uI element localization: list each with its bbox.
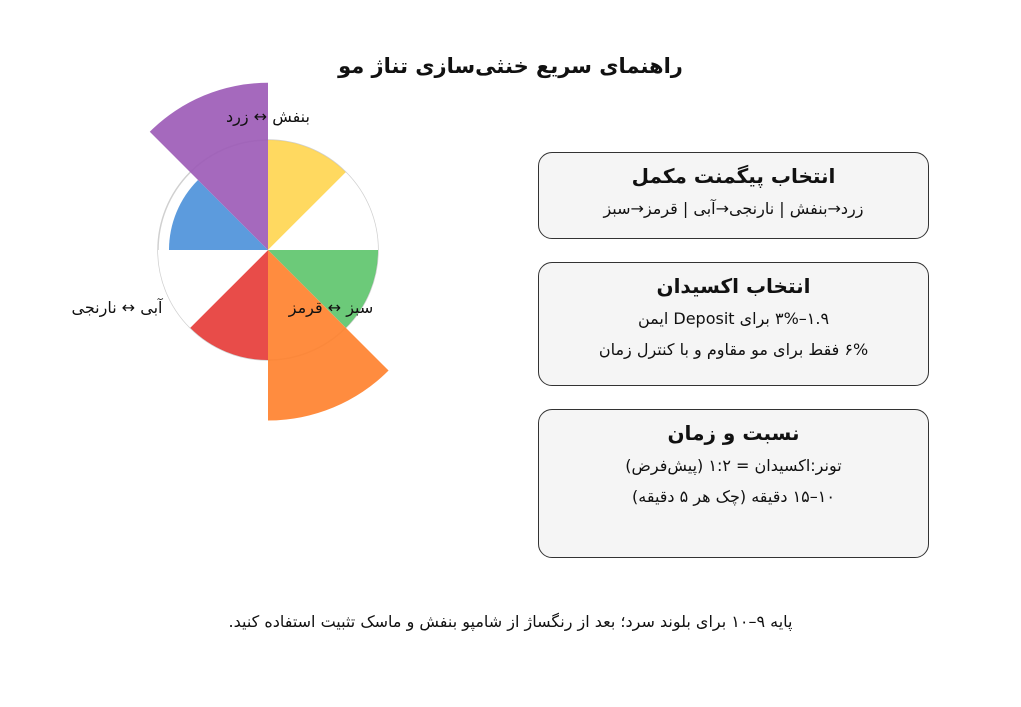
color-wheel xyxy=(0,0,520,480)
label-green-red: سبز ↔ قرمز xyxy=(288,298,374,317)
page-title: راهنمای سریع خنثی‌سازی تناژ مو xyxy=(338,54,683,78)
card-complementary-pigment xyxy=(538,152,929,239)
card-title: انتخاب پیگمنت مکمل xyxy=(631,164,836,188)
card-line: ۱۰–۱۵ دقیقه (چک هر ۵ دقیقه) xyxy=(632,487,835,506)
label-violet-yellow: بنفش ↔ زرد xyxy=(226,107,310,126)
wheel-sectors xyxy=(150,83,389,421)
card-ratio-time xyxy=(538,409,929,558)
card-title: نسبت و زمان xyxy=(667,421,800,445)
card-title: انتخاب اکسیدان xyxy=(656,274,811,298)
label-blue-orange: آبی ↔ نارنجی xyxy=(71,298,163,317)
card-line: زرد→بنفش | نارنجی→آبی | قرمز→سبز xyxy=(603,199,864,218)
card-developer xyxy=(538,262,929,386)
footer-note: پایه ۹–۱۰ برای بلوند سرد؛ بعد از رنگساژ از شامپو بنفش و ماسک تثبیت استفاده کنید. xyxy=(228,612,793,631)
card-line: ۶% فقط برای مو مقاوم و با کنترل زمان xyxy=(598,340,869,359)
card-line: تونر:اکسیدان = ۱:۲ (پیش‌فرض) xyxy=(625,456,842,475)
card-line: ۱.۹–۳% برای Deposit ایمن xyxy=(637,309,830,328)
